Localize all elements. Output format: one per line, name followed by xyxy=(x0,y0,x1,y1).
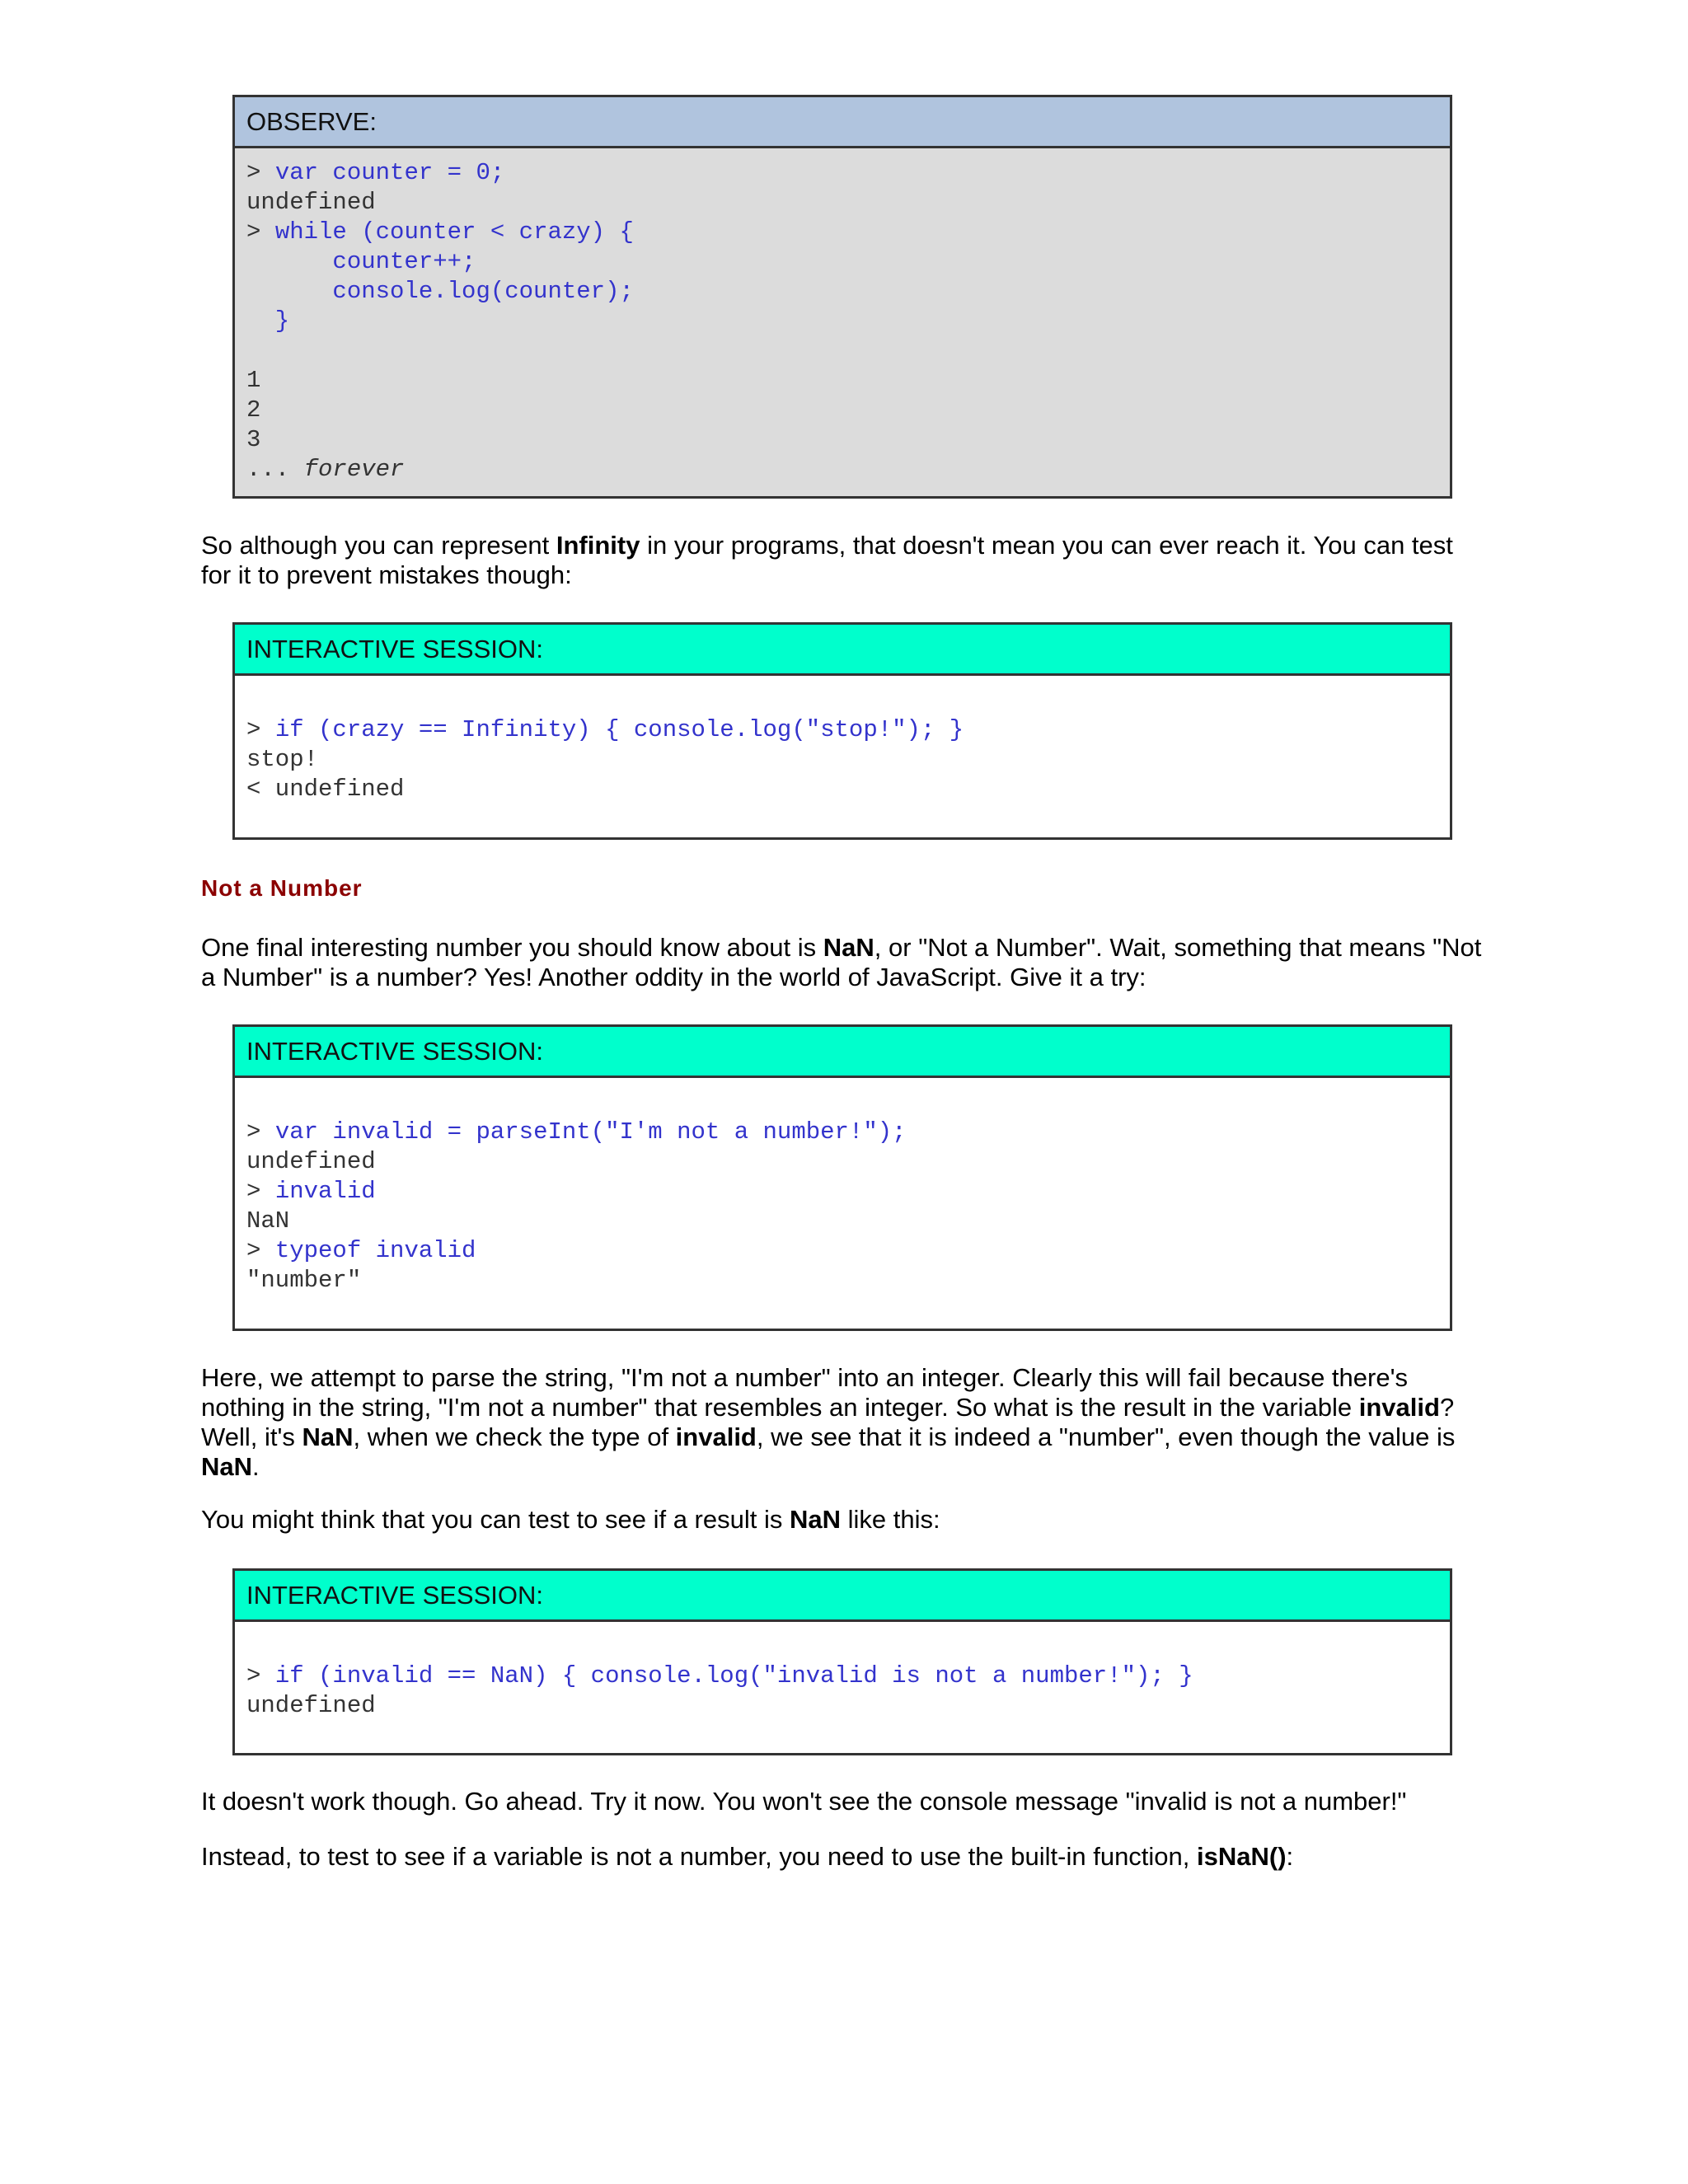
input-code: if (crazy == Infinity) { console.log("stop!"); } xyxy=(274,716,964,743)
keyword-nan: NaN xyxy=(823,933,874,962)
prompt-symbol: > xyxy=(246,1662,275,1690)
output-text: stop! xyxy=(246,746,319,773)
prompt-symbol: > xyxy=(246,159,275,186)
output-text: NaN xyxy=(246,1207,290,1235)
text: like this: xyxy=(840,1505,940,1534)
keyword-invalid: invalid xyxy=(1358,1393,1440,1422)
output-text: ... xyxy=(246,456,304,483)
paragraph-parse-explanation xyxy=(201,1363,1487,1482)
code-line xyxy=(246,336,1438,366)
code-line xyxy=(246,715,1438,745)
session-2-code xyxy=(235,1078,1450,1296)
input-code: if (invalid == NaN) { console.log("invalid is not a number!"); } xyxy=(274,1662,1193,1690)
prompt-symbol: > xyxy=(246,1178,275,1205)
output-text: undefined xyxy=(246,1692,376,1719)
output-text: 3 xyxy=(246,426,261,453)
output-emphasis: forever xyxy=(303,456,405,483)
input-code: typeof invalid xyxy=(274,1237,476,1264)
output-text: undefined xyxy=(246,189,376,216)
input-code: counter++; xyxy=(246,248,476,275)
output-text: 2 xyxy=(246,396,261,424)
text: So although you can represent xyxy=(201,531,556,560)
text: Here, we attempt to parse the string, "I'm not a number" into an integer. Clearly this will fail because there's nothing in the string, "I'm not a number" that resembles an integer. So what is the result in the variable xyxy=(201,1363,1408,1422)
paragraph-infinity xyxy=(201,531,1487,590)
session-3-code xyxy=(235,1622,1450,1721)
prompt-symbol: > xyxy=(246,1237,275,1264)
output-text: < undefined xyxy=(246,776,405,803)
input-code: while (counter < crazy) { xyxy=(274,218,634,246)
code-line xyxy=(246,277,1438,307)
text: You might think that you can test to see if a result is xyxy=(201,1505,790,1534)
interactive-session-3 xyxy=(232,1568,1452,1755)
code-line xyxy=(246,1207,1438,1236)
text: , we see that it is indeed a "number", even though the value is xyxy=(756,1422,1456,1451)
session-3-title: INTERACTIVE SESSION: xyxy=(235,1571,1450,1622)
input-code: console.log(counter); xyxy=(246,278,634,305)
text: , when we check the type of xyxy=(353,1422,676,1451)
observe-code xyxy=(235,148,1450,496)
output-text: 1 xyxy=(246,367,261,394)
paragraph-nan-intro xyxy=(201,933,1487,992)
code-line xyxy=(246,307,1438,336)
text: ? Well, it's xyxy=(201,1393,1455,1451)
keyword-isnan: isNaN() xyxy=(1197,1842,1287,1871)
code-line xyxy=(246,366,1438,396)
keyword-infinity: Infinity xyxy=(556,531,640,560)
code-line xyxy=(246,745,1438,775)
text: in your programs, that doesn't mean you can ever reach it. You can test for it to prevent mistakes though: xyxy=(201,531,1453,589)
code-line xyxy=(246,247,1438,277)
keyword-invalid: invalid xyxy=(675,1422,757,1451)
code-line xyxy=(246,1177,1438,1207)
text: , or "Not a Number". Wait, something that means "Not a Number" is a number? Yes! Another oddity in the world of JavaScript. Give it a try: xyxy=(201,933,1482,991)
paragraph-does-not-work: It doesn't work though. Go ahead. Try it now. You won't see the console message "invalid is not a number!" xyxy=(201,1787,1407,1816)
session-1-title: INTERACTIVE SESSION: xyxy=(235,625,1450,676)
keyword-nan: NaN xyxy=(201,1452,253,1481)
input-code: var invalid = parseInt("I'm not a number!"); xyxy=(274,1118,907,1146)
observe-box-title: OBSERVE: xyxy=(235,97,1450,148)
code-line xyxy=(246,396,1438,425)
code-line xyxy=(246,158,1438,188)
paragraph-nan-test xyxy=(201,1505,1487,1535)
interactive-session-2 xyxy=(232,1024,1452,1331)
session-1-code xyxy=(235,676,1450,804)
text: One final interesting number you should know about is xyxy=(201,933,823,962)
code-line xyxy=(246,188,1438,218)
code-line xyxy=(246,1088,1438,1118)
text: : xyxy=(1286,1842,1294,1871)
input-code: var counter = 0; xyxy=(274,159,505,186)
paragraph-isnan xyxy=(201,1842,1487,1872)
section-heading: Not a Number xyxy=(201,875,363,901)
code-line xyxy=(246,425,1438,455)
observe-box xyxy=(232,95,1452,499)
output-text: "number" xyxy=(246,1267,362,1294)
code-line xyxy=(246,686,1438,715)
interactive-session-1 xyxy=(232,622,1452,840)
text: . xyxy=(252,1452,260,1481)
code-line xyxy=(246,1147,1438,1177)
text: Instead, to test to see if a variable is not a number, you need to use the built-in function, xyxy=(201,1842,1198,1871)
code-line xyxy=(246,218,1438,247)
session-2-title: INTERACTIVE SESSION: xyxy=(235,1027,1450,1078)
code-line xyxy=(246,1118,1438,1147)
code-line xyxy=(246,1266,1438,1296)
prompt-symbol: > xyxy=(246,218,275,246)
input-code: } xyxy=(246,307,290,335)
code-line xyxy=(246,775,1438,804)
output-text: undefined xyxy=(246,1148,376,1175)
keyword-nan: NaN xyxy=(302,1422,354,1451)
code-line xyxy=(246,455,1438,485)
code-line xyxy=(246,1236,1438,1266)
prompt-symbol: > xyxy=(246,716,275,743)
code-line xyxy=(246,1691,1438,1721)
code-line xyxy=(246,1632,1438,1661)
code-line xyxy=(246,1661,1438,1691)
keyword-nan: NaN xyxy=(789,1505,841,1534)
input-code: invalid xyxy=(274,1178,376,1205)
prompt-symbol: > xyxy=(246,1118,275,1146)
